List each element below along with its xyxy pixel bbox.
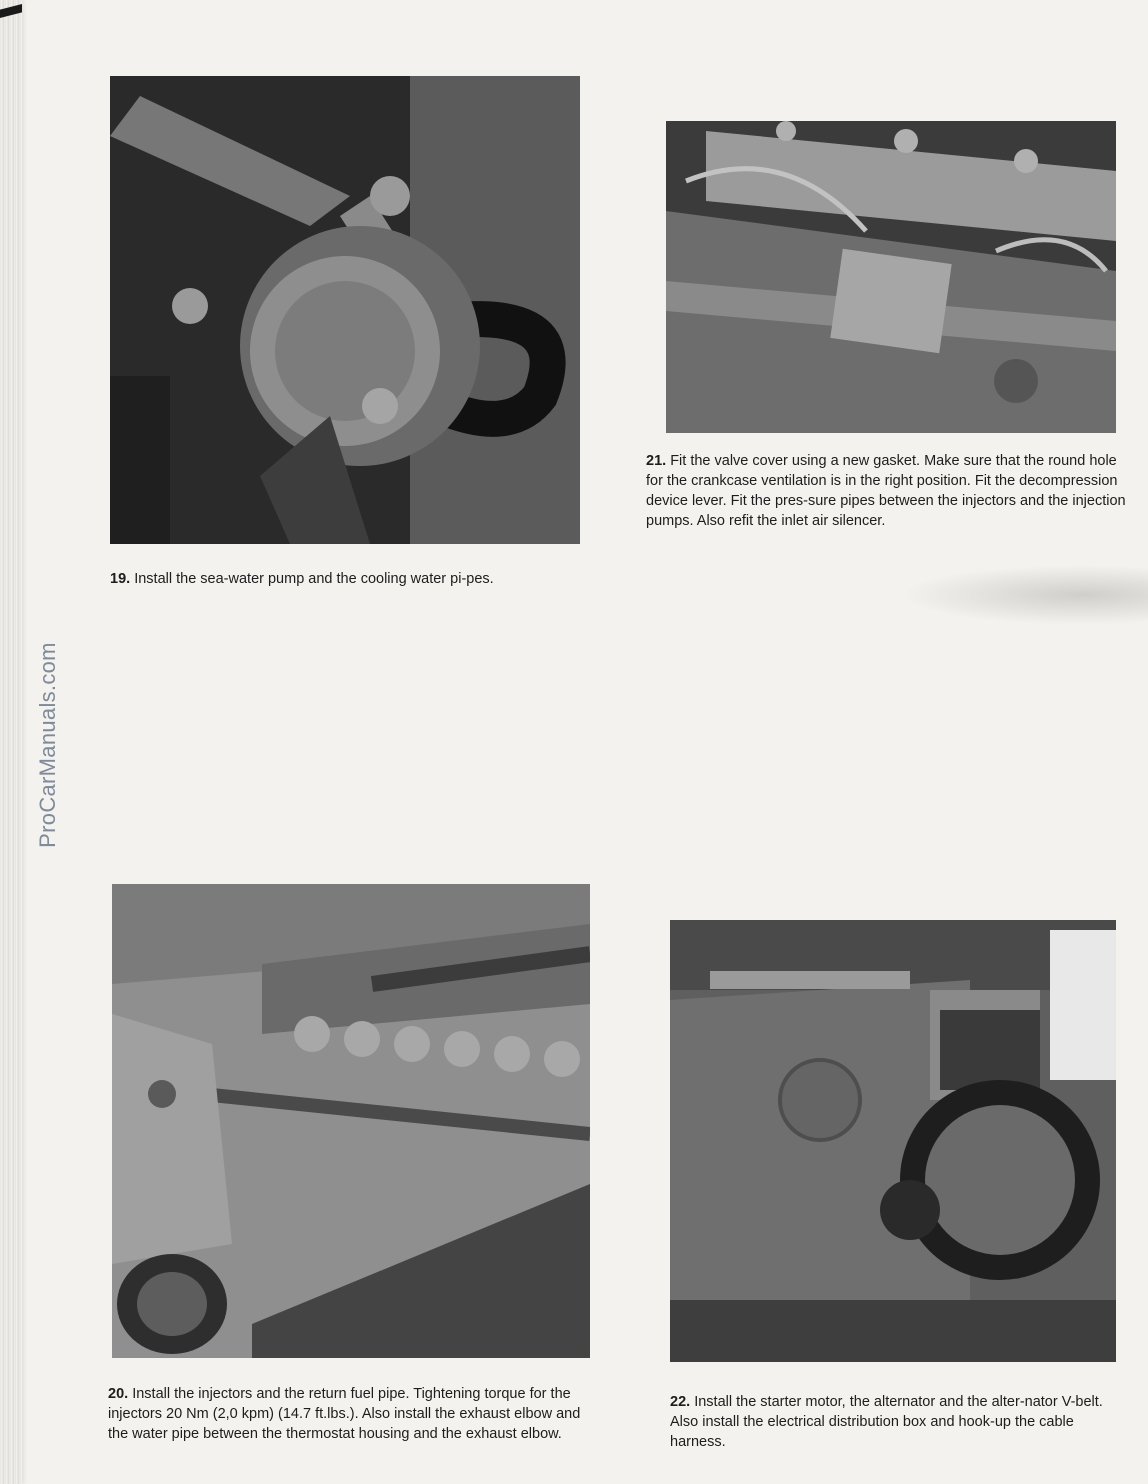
photo-sea-water-pump [110,76,580,544]
caption-number: 22. [670,1394,691,1410]
photo-injectors [112,884,590,1358]
valve-cover-photo-icon [666,121,1116,433]
sea-water-pump-photo-icon [110,76,580,544]
photo-starter-alternator [670,920,1116,1362]
page-edge [0,0,22,1484]
watermark [28,610,68,880]
caption-text: Fit the valve cover using a new gasket. Make sure that the round hole for the crankcase ventilation is in the right position. Fit the decompression device lever. Fit the pres-sure pipes between the injectors and the injection pumps. Also refit the inlet air silencer. [646,453,1126,529]
caption-number: 20. [108,1386,129,1402]
photo-valve-cover [666,121,1116,433]
caption-20 [108,1384,592,1444]
watermark-text: ProCarManuals.com [35,642,60,848]
scan-smudge [900,565,1148,625]
starter-alternator-photo-icon [670,920,1116,1362]
injectors-photo-icon [112,884,590,1358]
caption-number: 19. [110,571,131,587]
caption-text: Install the injectors and the return fuel pipe. Tightening torque for the injectors 20 Nm (2,0 kpm) (14.7 ft.lbs.). Also install the exhaust elbow and the water pipe between the thermostat housing and the exhaust elbow. [108,1386,581,1442]
caption-number: 21. [646,453,667,469]
caption-21 [646,451,1136,531]
caption-text: Install the starter motor, the alternator and the alter-nator V-belt. Also install the electrical distribution box and hook-up the cable harness. [670,1394,1103,1450]
caption-text: Install the sea-water pump and the cooling water pi-pes. [134,571,494,587]
caption-19 [110,569,580,589]
caption-22 [670,1392,1130,1452]
